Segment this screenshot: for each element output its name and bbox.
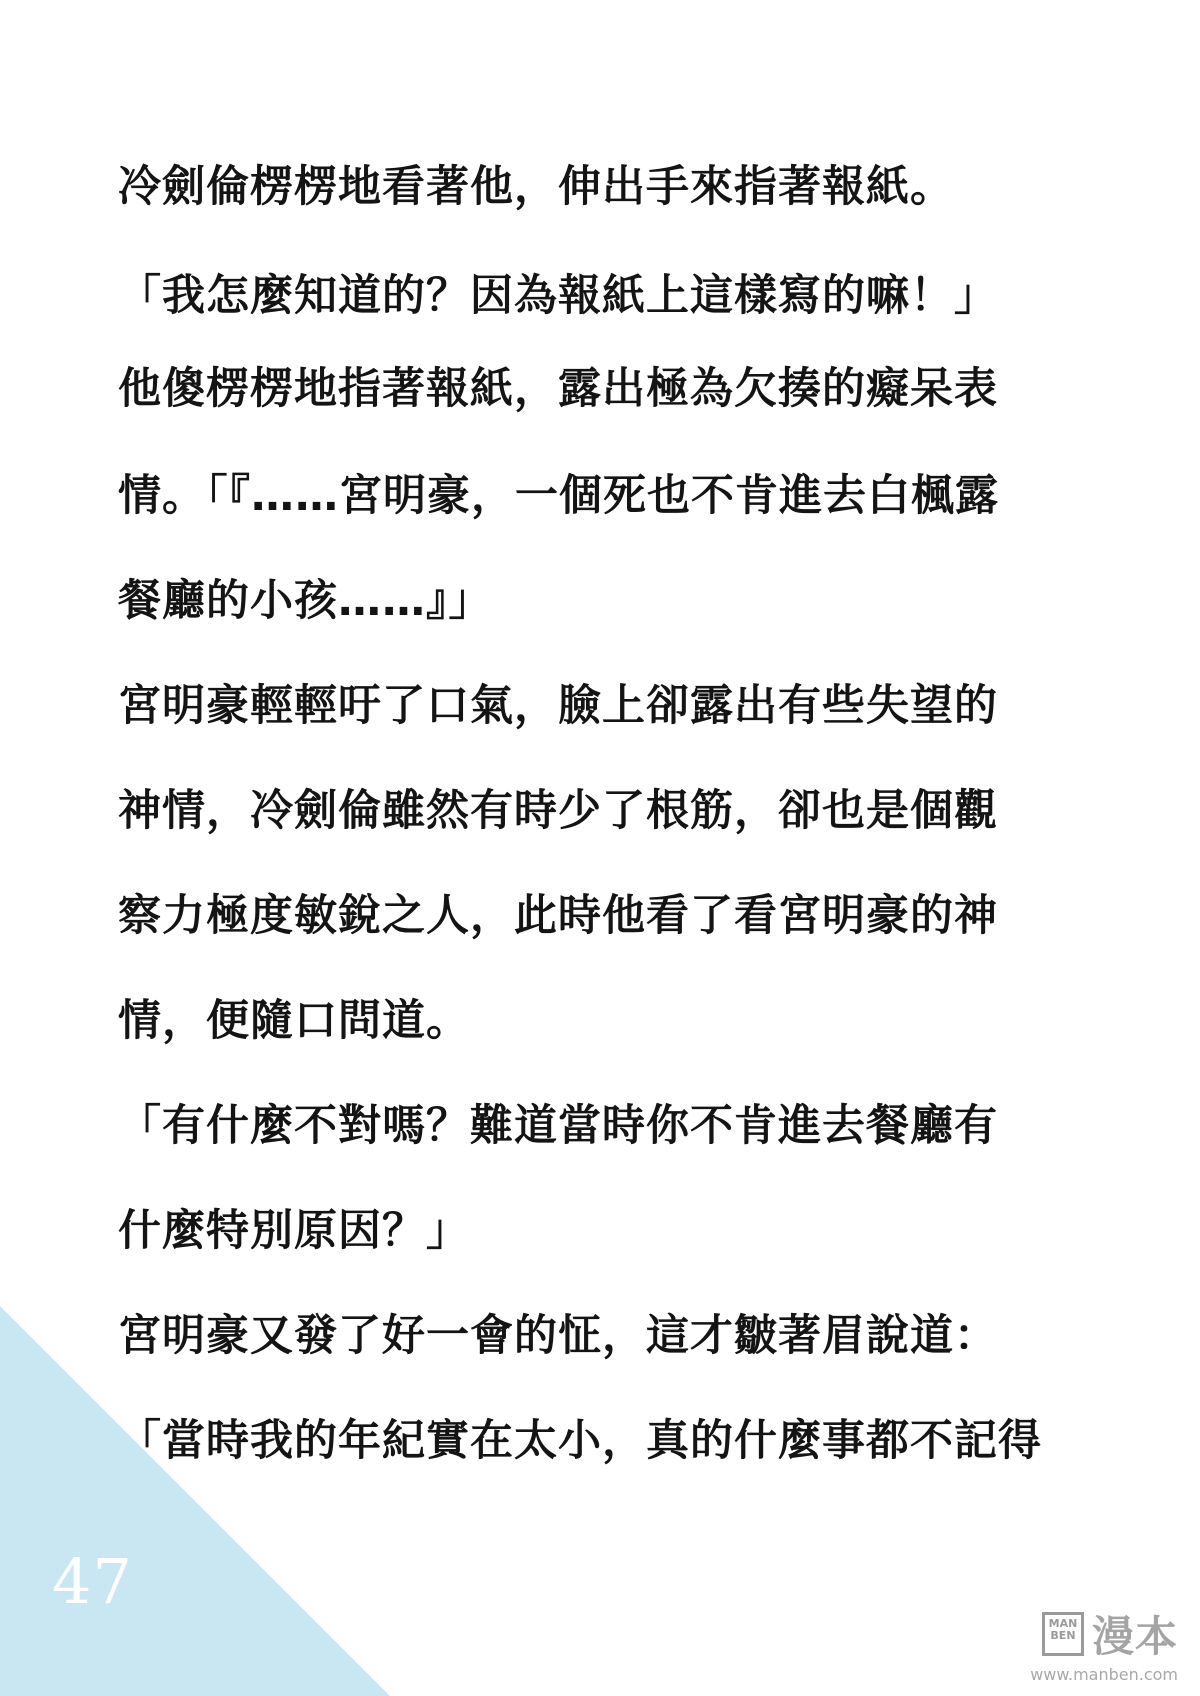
watermark-logo-box: MAN BEN xyxy=(1042,1612,1084,1656)
text-line: 「我怎麼知道的？因為報紙上這樣寫的嘛！」 xyxy=(118,271,998,321)
text-line: 「有什麼不對嗎？難道當時你不肯進去餐廳有 xyxy=(118,1101,998,1151)
text-line: 宮明豪輕輕吁了口氣，臉上卻露出有些失望的 xyxy=(118,681,998,731)
text-line: 察力極度敏銳之人，此時他看了看宮明豪的神 xyxy=(118,891,998,941)
text-line: 神情，冷劍倫雖然有時少了根筋，卻也是個觀 xyxy=(118,786,998,836)
text-line: 宮明豪又發了好一會的怔，這才皺著眉說道： xyxy=(118,1311,998,1361)
text-line: 情。「『……宮明豪，一個死也不肯進去白楓露 xyxy=(118,471,999,521)
watermark xyxy=(1030,1604,1178,1684)
watermark-logo-text: 漫本 xyxy=(1091,1612,1178,1661)
text-line: 冷劍倫楞楞地看著他，伸出手來指著報紙。 xyxy=(118,162,954,212)
text-line: 他傻楞楞地指著報紙，露出極為欠揍的癡呆表 xyxy=(118,364,998,414)
text-line: 餐廳的小孩……』」 xyxy=(118,576,493,626)
text-line: 情，便隨口問道。 xyxy=(118,996,470,1046)
watermark-url: www.manben.com xyxy=(1030,1665,1178,1684)
page-number: 47 xyxy=(52,1545,133,1618)
text-line: 「當時我的年紀實在太小，真的什麼事都不記得 xyxy=(118,1416,1042,1466)
text-line: 什麼特別原因？」 xyxy=(118,1206,470,1256)
page-corner-decoration xyxy=(0,1306,390,1696)
